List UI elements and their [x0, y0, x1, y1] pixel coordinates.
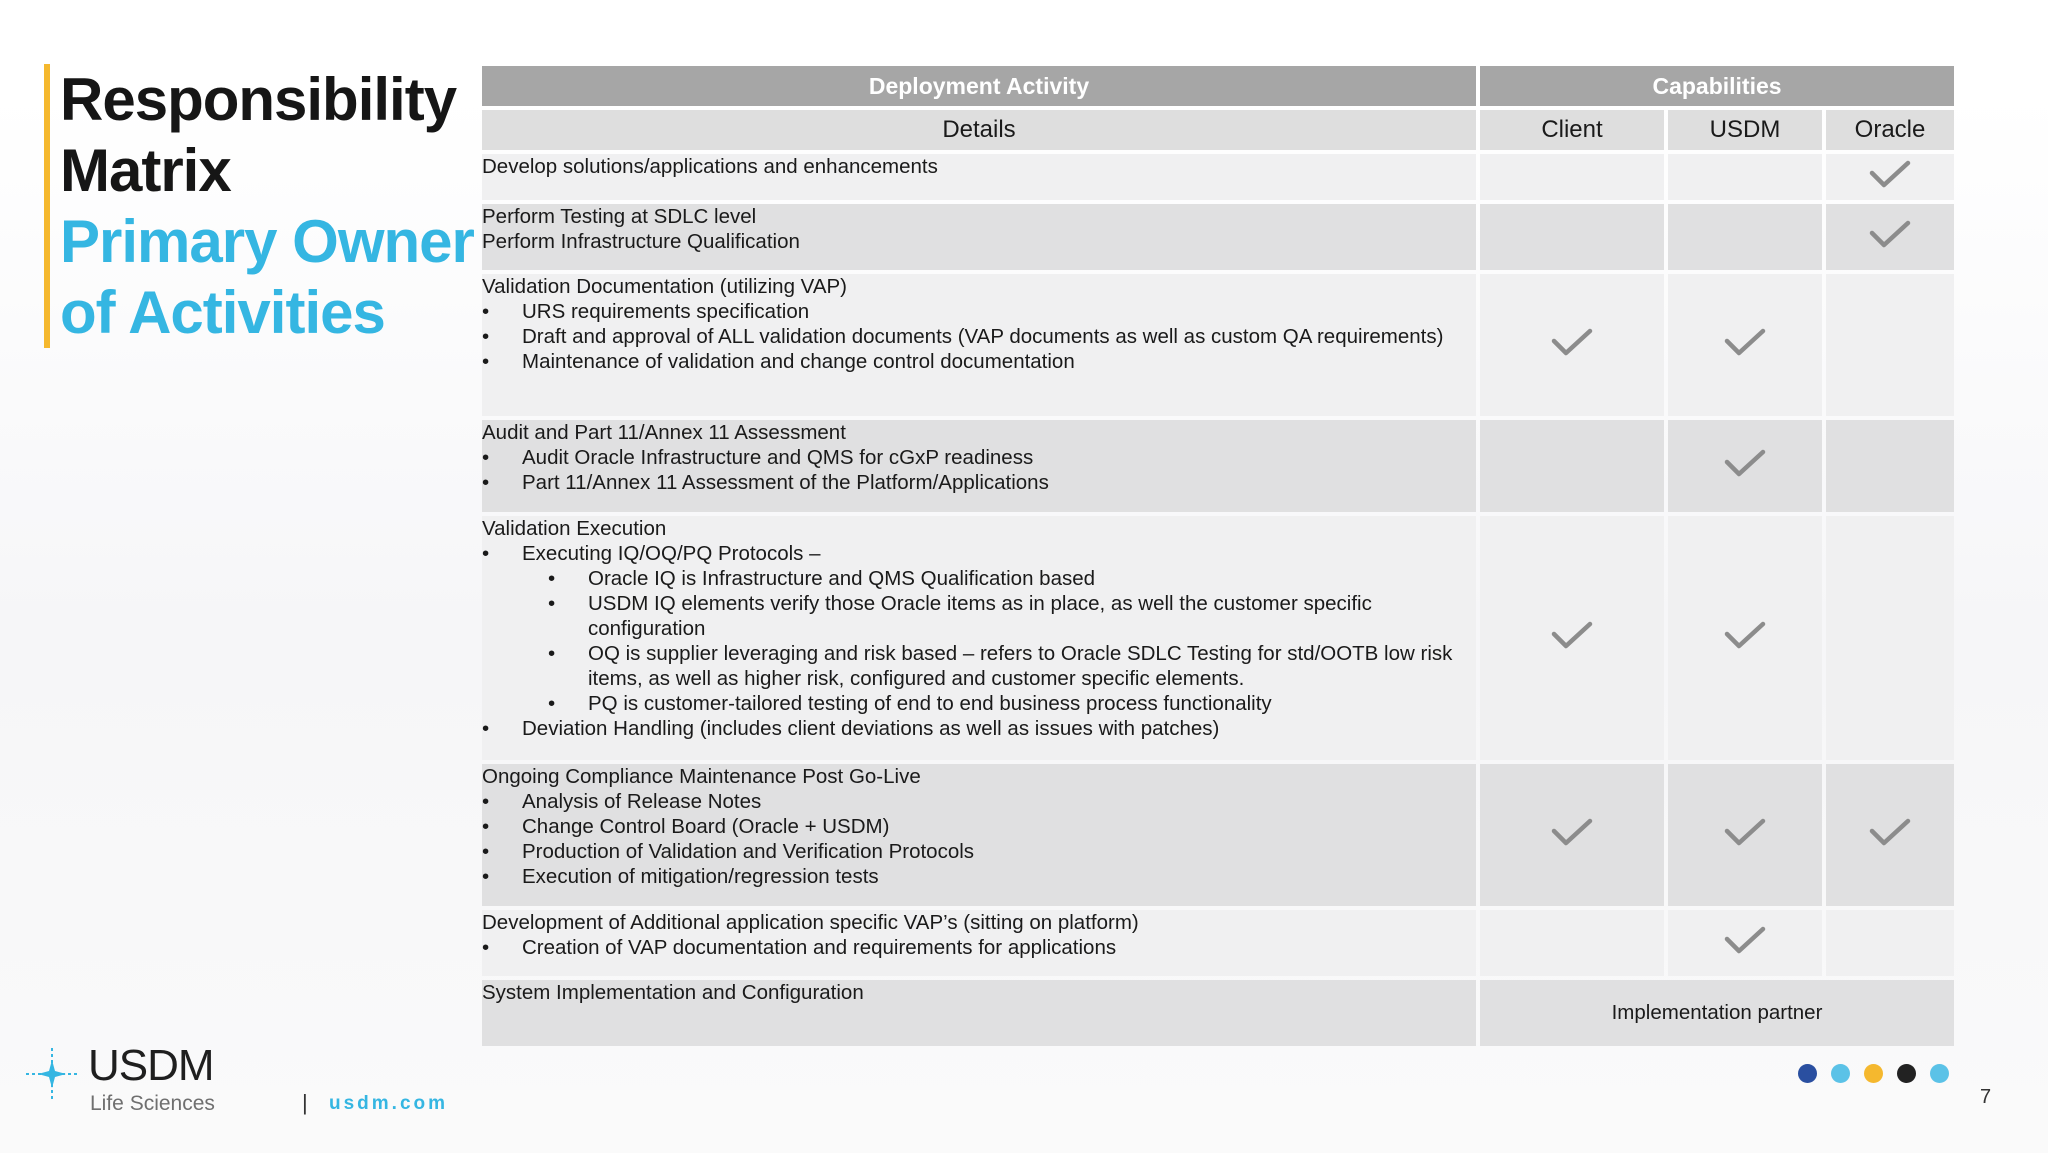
- detail-line: Perform Infrastructure Qualification: [482, 230, 800, 253]
- row-heading: Validation Execution: [482, 517, 667, 540]
- checkmark-icon: [1866, 157, 1914, 191]
- table-row: [482, 764, 1954, 906]
- row-details: [482, 420, 1476, 512]
- row-heading: Validation Documentation (utilizing VAP): [482, 275, 848, 298]
- row-details: [482, 764, 1476, 906]
- header-capabilities: Capabilities: [1480, 66, 1954, 106]
- sub-bullet-item: • USDM IQ elements verify those Oracle items as in place, as well the customer specific configuration: [482, 591, 1476, 641]
- table-row: [482, 204, 1954, 270]
- usdm-cell: [1668, 204, 1822, 270]
- oracle-cell: [1826, 154, 1954, 200]
- table-row: [482, 910, 1954, 976]
- col-header-usdm: USDM: [1668, 110, 1822, 150]
- oracle-cell: [1826, 764, 1954, 906]
- brand-dot-2: [1831, 1064, 1850, 1083]
- usdm-logo: [24, 1042, 244, 1122]
- checkmark-icon: [1721, 446, 1769, 480]
- bullet-list: [482, 935, 1476, 960]
- sparkle-logo-icon: [24, 1046, 80, 1102]
- row-details: [482, 980, 1476, 1046]
- detail-line: Develop solutions/applications and enhancements: [482, 155, 938, 178]
- client-cell: [1480, 204, 1664, 270]
- client-cell: [1480, 764, 1664, 906]
- header-deployment-activity: Deployment Activity: [482, 66, 1476, 106]
- client-cell: [1480, 910, 1664, 976]
- bullet-list: [482, 789, 1476, 889]
- checkmark-icon: [1721, 923, 1769, 957]
- brand-dots: [1798, 1064, 1963, 1084]
- checkmark-icon: [1721, 815, 1769, 849]
- bullet-list: [482, 716, 1476, 741]
- bullet-item: • Creation of VAP documentation and requirements for applications: [482, 935, 1476, 960]
- detail-line: Perform Testing at SDLC level: [482, 205, 757, 228]
- responsibility-matrix-table: [478, 62, 1958, 1050]
- client-cell: [1480, 516, 1664, 760]
- brand-dot-1: [1798, 1064, 1817, 1083]
- checkmark-icon: [1548, 618, 1596, 652]
- brand-dot-3: [1864, 1064, 1883, 1083]
- usdm-cell: [1668, 420, 1822, 512]
- row-heading: System Implementation and Configuration: [482, 981, 864, 1004]
- bullet-item: • Maintenance of validation and change control documentation: [482, 349, 1476, 374]
- page-number: 7: [1980, 1086, 1992, 1108]
- bullet-list: [482, 445, 1476, 495]
- title-line-1: Responsibility: [60, 66, 457, 133]
- brand-dot-4: [1897, 1064, 1916, 1083]
- table-row: [482, 980, 1954, 1046]
- oracle-cell: [1826, 910, 1954, 976]
- oracle-cell: [1826, 516, 1954, 760]
- oracle-cell: [1826, 274, 1954, 416]
- footer-separator: |: [302, 1090, 308, 1115]
- usdm-cell: [1668, 274, 1822, 416]
- table-row: [482, 154, 1954, 200]
- slide-title: [44, 64, 480, 348]
- bullet-item: • Change Control Board (Oracle + USDM): [482, 814, 1476, 839]
- bullet-item: • Production of Validation and Verification Protocols: [482, 839, 1476, 864]
- oracle-cell: [1826, 204, 1954, 270]
- sub-bullet-item: • PQ is customer-tailored testing of end to end business process functionality: [482, 691, 1476, 716]
- row-heading: Ongoing Compliance Maintenance Post Go-Live: [482, 765, 921, 788]
- footer-url-link[interactable]: usdm.com: [329, 1093, 449, 1114]
- row-heading: Development of Additional application specific VAP’s (sitting on platform): [482, 911, 1139, 934]
- bullet-list: [482, 299, 1476, 374]
- table-row: [482, 420, 1954, 512]
- row-details: [482, 516, 1476, 760]
- checkmark-icon: [1866, 815, 1914, 849]
- client-cell: [1480, 420, 1664, 512]
- row-details: [482, 910, 1476, 976]
- row-details: [482, 154, 1476, 200]
- row-heading: Audit and Part 11/Annex 11 Assessment: [482, 421, 846, 444]
- row-details: [482, 274, 1476, 416]
- checkmark-icon: [1721, 325, 1769, 359]
- bullet-item: • URS requirements specification: [482, 299, 1476, 324]
- implementation-partner-cell: Implementation partner: [1480, 980, 1954, 1046]
- sub-bullet-list: [482, 566, 1476, 716]
- sub-bullet-item: • OQ is supplier leveraging and risk based – refers to Oracle SDLC Testing for std/OOTB low risk items, as well as higher risk, configured and customer specific elements.: [482, 641, 1476, 691]
- col-header-details: Details: [482, 110, 1476, 150]
- usdm-cell: [1668, 516, 1822, 760]
- bullet-item: • Audit Oracle Infrastructure and QMS for cGxP readiness: [482, 445, 1476, 470]
- title-line-3: Primary Owner: [60, 208, 474, 275]
- bullet-item: • Execution of mitigation/regression tests: [482, 864, 1476, 889]
- bullet-item: • Part 11/Annex 11 Assessment of the Platform/Applications: [482, 470, 1476, 495]
- bullet-list: [482, 541, 1476, 566]
- bullet-item: • Deviation Handling (includes client deviations as well as issues with patches): [482, 716, 1476, 741]
- usdm-cell: [1668, 764, 1822, 906]
- sub-bullet-item: • Oracle IQ is Infrastructure and QMS Qualification based: [482, 566, 1476, 591]
- table-row: [482, 274, 1954, 416]
- client-cell: [1480, 154, 1664, 200]
- usdm-cell: [1668, 910, 1822, 976]
- col-header-oracle: Oracle: [1826, 110, 1954, 150]
- title-line-2: Matrix: [60, 137, 231, 204]
- checkmark-icon: [1721, 618, 1769, 652]
- usdm-cell: [1668, 154, 1822, 200]
- table-header-row: [482, 66, 1954, 106]
- logo-subtitle: Life Sciences: [90, 1092, 215, 1115]
- checkmark-icon: [1548, 325, 1596, 359]
- client-cell: [1480, 274, 1664, 416]
- title-line-4: of Activities: [60, 279, 385, 346]
- bullet-item: • Analysis of Release Notes: [482, 789, 1476, 814]
- table-subheader-row: [482, 110, 1954, 150]
- row-details: [482, 204, 1476, 270]
- logo-name: USDM: [88, 1041, 214, 1090]
- checkmark-icon: [1866, 217, 1914, 251]
- col-header-client: Client: [1480, 110, 1664, 150]
- table-row: [482, 516, 1954, 760]
- checkmark-icon: [1548, 815, 1596, 849]
- oracle-cell: [1826, 420, 1954, 512]
- bullet-item: • Draft and approval of ALL validation documents (VAP documents as well as custom QA requirements): [482, 324, 1476, 349]
- brand-dot-5: [1930, 1064, 1949, 1083]
- bullet-item: • Executing IQ/OQ/PQ Protocols –: [482, 541, 1476, 566]
